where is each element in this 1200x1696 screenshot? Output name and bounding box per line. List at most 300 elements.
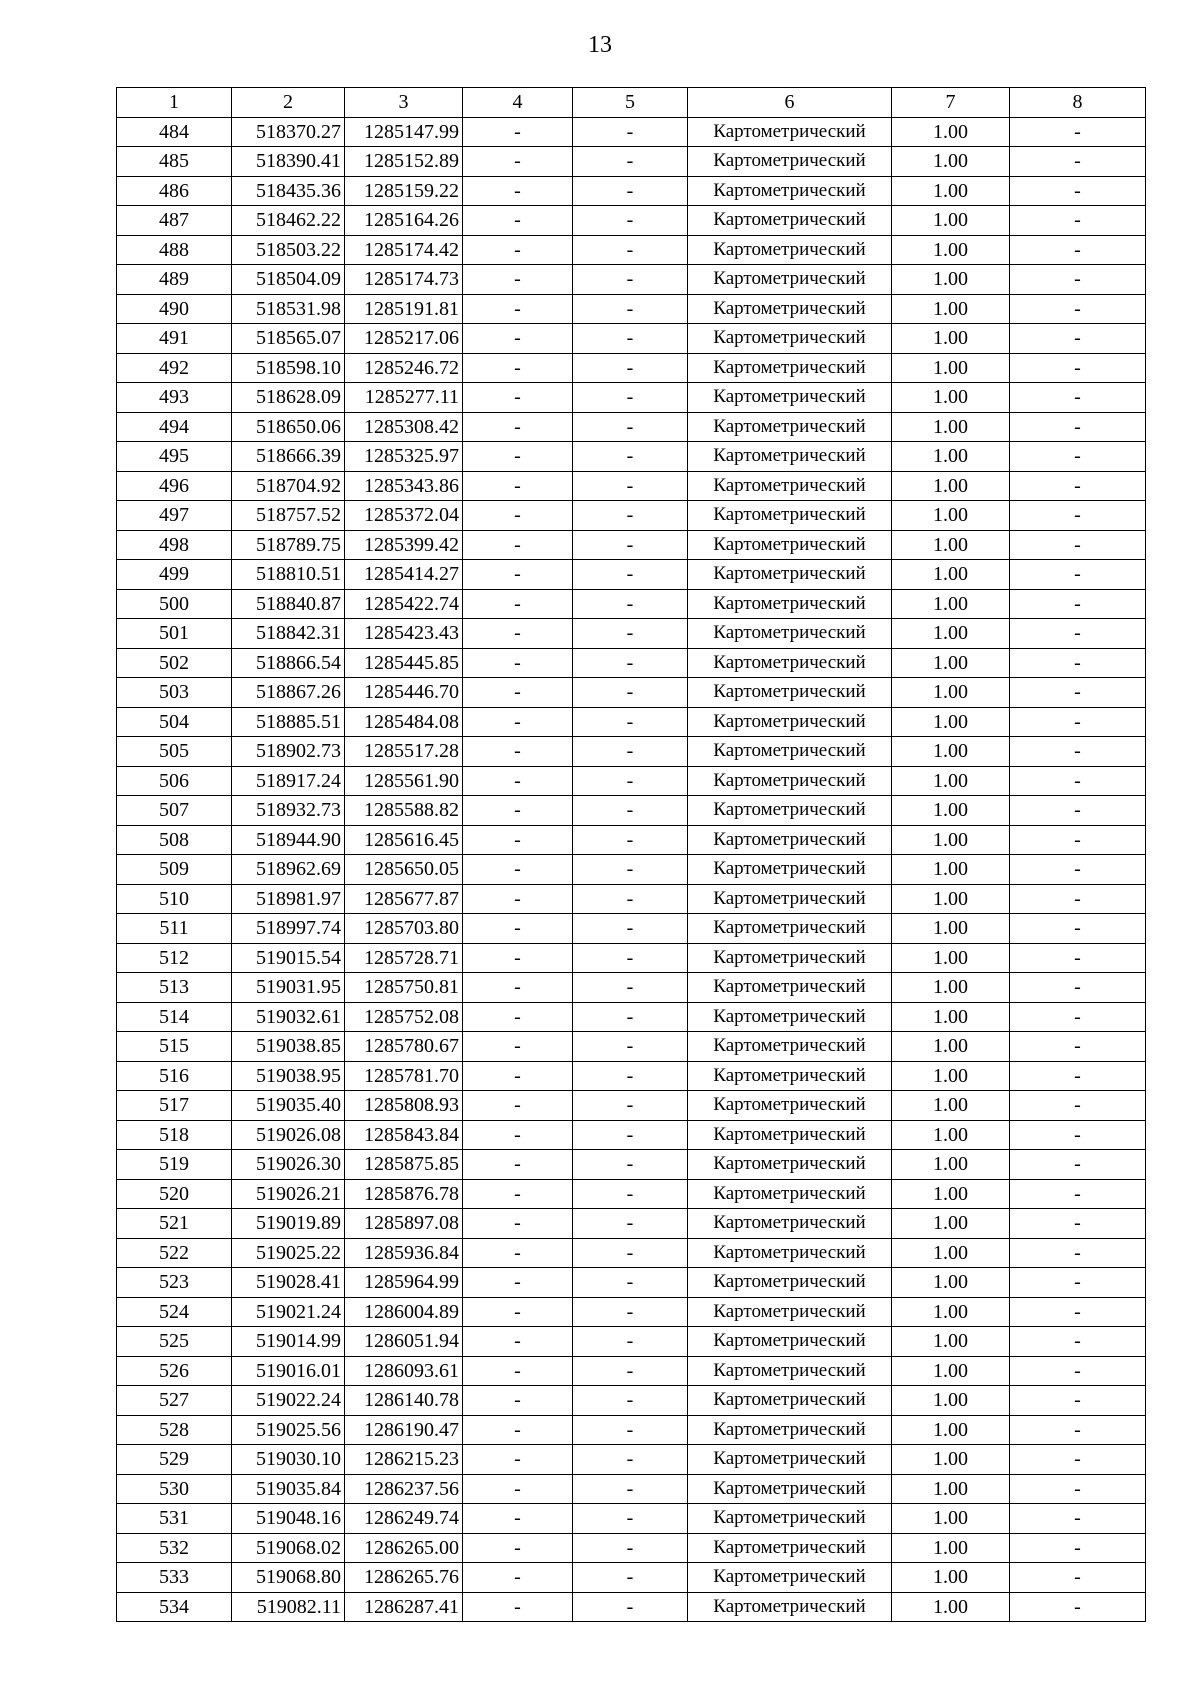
cell-point-number: 500: [117, 589, 232, 619]
cell-y-coordinate: 1285876.78: [345, 1179, 463, 1209]
cell-x-coordinate: 518650.06: [232, 412, 345, 442]
cell-accuracy: 1.00: [892, 294, 1010, 324]
cell-accuracy: 1.00: [892, 501, 1010, 531]
cell-column-8: -: [1010, 1386, 1146, 1416]
cell-point-number: 517: [117, 1091, 232, 1121]
cell-x-coordinate: 518902.73: [232, 737, 345, 767]
cell-column-4: -: [463, 206, 573, 236]
cell-column-5: -: [573, 117, 688, 147]
cell-column-5: -: [573, 1179, 688, 1209]
cell-column-4: -: [463, 1533, 573, 1563]
cell-x-coordinate: 518997.74: [232, 914, 345, 944]
cell-y-coordinate: 1286215.23: [345, 1445, 463, 1475]
cell-column-8: -: [1010, 147, 1146, 177]
cell-y-coordinate: 1285277.11: [345, 383, 463, 413]
cell-accuracy: 1.00: [892, 117, 1010, 147]
cell-y-coordinate: 1285703.80: [345, 914, 463, 944]
table-row: [117, 560, 1146, 590]
table-row: [117, 914, 1146, 944]
cell-method: Картометрический: [688, 796, 892, 826]
cell-column-4: -: [463, 1297, 573, 1327]
cell-accuracy: 1.00: [892, 1032, 1010, 1062]
cell-point-number: 527: [117, 1386, 232, 1416]
cell-accuracy: 1.00: [892, 471, 1010, 501]
cell-column-8: -: [1010, 560, 1146, 590]
cell-accuracy: 1.00: [892, 147, 1010, 177]
cell-column-8: -: [1010, 737, 1146, 767]
table-row: [117, 265, 1146, 295]
cell-x-coordinate: 518704.92: [232, 471, 345, 501]
cell-column-8: -: [1010, 1120, 1146, 1150]
table-row: [117, 176, 1146, 206]
cell-y-coordinate: 1285372.04: [345, 501, 463, 531]
table-row: [117, 1504, 1146, 1534]
cell-column-4: -: [463, 530, 573, 560]
cell-column-8: -: [1010, 117, 1146, 147]
cell-column-5: -: [573, 1563, 688, 1593]
cell-y-coordinate: 1285728.71: [345, 943, 463, 973]
cell-method: Картометрический: [688, 1415, 892, 1445]
cell-point-number: 495: [117, 442, 232, 472]
cell-x-coordinate: 519019.89: [232, 1209, 345, 1239]
cell-x-coordinate: 518962.69: [232, 855, 345, 885]
cell-column-4: -: [463, 1091, 573, 1121]
cell-y-coordinate: 1285399.42: [345, 530, 463, 560]
cell-accuracy: 1.00: [892, 619, 1010, 649]
cell-column-5: -: [573, 1445, 688, 1475]
cell-method: Картометрический: [688, 147, 892, 177]
cell-column-4: -: [463, 737, 573, 767]
cell-column-4: -: [463, 147, 573, 177]
table-row: [117, 442, 1146, 472]
table-row: [117, 1179, 1146, 1209]
cell-column-4: -: [463, 176, 573, 206]
table-row: [117, 235, 1146, 265]
cell-accuracy: 1.00: [892, 589, 1010, 619]
cell-column-8: -: [1010, 1356, 1146, 1386]
coordinates-table: [116, 87, 1146, 1622]
table-row: [117, 501, 1146, 531]
cell-x-coordinate: 518932.73: [232, 796, 345, 826]
cell-column-5: -: [573, 206, 688, 236]
cell-point-number: 507: [117, 796, 232, 826]
cell-accuracy: 1.00: [892, 235, 1010, 265]
cell-x-coordinate: 519014.99: [232, 1327, 345, 1357]
cell-accuracy: 1.00: [892, 884, 1010, 914]
cell-point-number: 503: [117, 678, 232, 708]
cell-column-4: -: [463, 294, 573, 324]
cell-method: Картометрический: [688, 412, 892, 442]
cell-column-5: -: [573, 825, 688, 855]
cell-column-4: -: [463, 796, 573, 826]
cell-column-5: -: [573, 235, 688, 265]
cell-y-coordinate: 1285147.99: [345, 117, 463, 147]
cell-column-5: -: [573, 147, 688, 177]
page-number: 13: [588, 32, 612, 58]
cell-column-4: -: [463, 589, 573, 619]
cell-column-4: -: [463, 1238, 573, 1268]
cell-point-number: 491: [117, 324, 232, 354]
cell-column-8: -: [1010, 501, 1146, 531]
cell-column-8: -: [1010, 1327, 1146, 1357]
cell-point-number: 485: [117, 147, 232, 177]
cell-accuracy: 1.00: [892, 1002, 1010, 1032]
cell-y-coordinate: 1285843.84: [345, 1120, 463, 1150]
cell-column-8: -: [1010, 412, 1146, 442]
cell-column-4: -: [463, 855, 573, 885]
cell-column-8: -: [1010, 1563, 1146, 1593]
cell-column-5: -: [573, 530, 688, 560]
cell-column-4: -: [463, 1061, 573, 1091]
cell-x-coordinate: 518628.09: [232, 383, 345, 413]
table-body: [117, 117, 1146, 1622]
cell-x-coordinate: 519068.02: [232, 1533, 345, 1563]
cell-accuracy: 1.00: [892, 442, 1010, 472]
cell-column-4: -: [463, 619, 573, 649]
cell-method: Картометрический: [688, 265, 892, 295]
cell-method: Картометрический: [688, 1297, 892, 1327]
table-row: [117, 1238, 1146, 1268]
cell-column-5: -: [573, 176, 688, 206]
cell-column-4: -: [463, 1356, 573, 1386]
cell-x-coordinate: 518840.87: [232, 589, 345, 619]
cell-column-8: -: [1010, 206, 1146, 236]
cell-column-4: -: [463, 383, 573, 413]
cell-method: Картометрический: [688, 206, 892, 236]
cell-method: Картометрический: [688, 619, 892, 649]
cell-x-coordinate: 519048.16: [232, 1504, 345, 1534]
table-row: [117, 1268, 1146, 1298]
cell-accuracy: 1.00: [892, 383, 1010, 413]
table-row: [117, 324, 1146, 354]
cell-y-coordinate: 1286093.61: [345, 1356, 463, 1386]
cell-method: Картометрический: [688, 442, 892, 472]
cell-point-number: 512: [117, 943, 232, 973]
cell-y-coordinate: 1285561.90: [345, 766, 463, 796]
table-row: [117, 1563, 1146, 1593]
cell-x-coordinate: 518917.24: [232, 766, 345, 796]
table-row: [117, 1445, 1146, 1475]
cell-method: Картометрический: [688, 648, 892, 678]
cell-accuracy: 1.00: [892, 914, 1010, 944]
cell-column-8: -: [1010, 235, 1146, 265]
cell-column-4: -: [463, 1386, 573, 1416]
cell-method: Картометрический: [688, 471, 892, 501]
table-row: [117, 678, 1146, 708]
cell-accuracy: 1.00: [892, 1563, 1010, 1593]
cell-x-coordinate: 519038.85: [232, 1032, 345, 1062]
cell-method: Картометрический: [688, 1120, 892, 1150]
cell-x-coordinate: 519026.08: [232, 1120, 345, 1150]
cell-column-8: -: [1010, 589, 1146, 619]
cell-point-number: 508: [117, 825, 232, 855]
cell-y-coordinate: 1285445.85: [345, 648, 463, 678]
cell-point-number: 523: [117, 1268, 232, 1298]
cell-point-number: 493: [117, 383, 232, 413]
cell-column-8: -: [1010, 442, 1146, 472]
cell-column-8: -: [1010, 943, 1146, 973]
cell-column-8: -: [1010, 1061, 1146, 1091]
cell-x-coordinate: 518531.98: [232, 294, 345, 324]
cell-method: Картометрический: [688, 1563, 892, 1593]
table-row: [117, 825, 1146, 855]
cell-point-number: 492: [117, 353, 232, 383]
cell-point-number: 498: [117, 530, 232, 560]
cell-method: Картометрический: [688, 1002, 892, 1032]
cell-accuracy: 1.00: [892, 1209, 1010, 1239]
cell-accuracy: 1.00: [892, 176, 1010, 206]
cell-column-5: -: [573, 648, 688, 678]
cell-x-coordinate: 519016.01: [232, 1356, 345, 1386]
cell-column-4: -: [463, 884, 573, 914]
cell-column-5: -: [573, 1091, 688, 1121]
cell-method: Картометрический: [688, 825, 892, 855]
cell-x-coordinate: 518435.36: [232, 176, 345, 206]
cell-column-4: -: [463, 943, 573, 973]
cell-column-5: -: [573, 1238, 688, 1268]
cell-y-coordinate: 1285588.82: [345, 796, 463, 826]
cell-y-coordinate: 1285964.99: [345, 1268, 463, 1298]
cell-point-number: 519: [117, 1150, 232, 1180]
cell-accuracy: 1.00: [892, 206, 1010, 236]
cell-point-number: 515: [117, 1032, 232, 1062]
cell-accuracy: 1.00: [892, 1091, 1010, 1121]
cell-y-coordinate: 1286190.47: [345, 1415, 463, 1445]
cell-column-4: -: [463, 1445, 573, 1475]
table-row: [117, 1386, 1146, 1416]
cell-method: Картометрический: [688, 1356, 892, 1386]
cell-column-4: -: [463, 1120, 573, 1150]
cell-accuracy: 1.00: [892, 1504, 1010, 1534]
cell-column-8: -: [1010, 1415, 1146, 1445]
cell-column-8: -: [1010, 1297, 1146, 1327]
cell-method: Картометрический: [688, 766, 892, 796]
cell-column-4: -: [463, 324, 573, 354]
cell-accuracy: 1.00: [892, 1150, 1010, 1180]
cell-accuracy: 1.00: [892, 1415, 1010, 1445]
table-row: [117, 737, 1146, 767]
cell-column-5: -: [573, 678, 688, 708]
cell-method: Картометрический: [688, 1327, 892, 1357]
table-row: [117, 1297, 1146, 1327]
cell-point-number: 494: [117, 412, 232, 442]
table-row: [117, 1209, 1146, 1239]
cell-column-4: -: [463, 825, 573, 855]
cell-y-coordinate: 1285446.70: [345, 678, 463, 708]
cell-point-number: 531: [117, 1504, 232, 1534]
cell-column-5: -: [573, 884, 688, 914]
cell-method: Картометрический: [688, 1032, 892, 1062]
cell-column-4: -: [463, 1474, 573, 1504]
cell-method: Картометрический: [688, 1504, 892, 1534]
cell-column-8: -: [1010, 1474, 1146, 1504]
cell-column-4: -: [463, 914, 573, 944]
table-row: [117, 619, 1146, 649]
table-row: [117, 294, 1146, 324]
table-row: [117, 1091, 1146, 1121]
cell-column-5: -: [573, 471, 688, 501]
cell-y-coordinate: 1285781.70: [345, 1061, 463, 1091]
cell-point-number: 486: [117, 176, 232, 206]
cell-column-4: -: [463, 412, 573, 442]
cell-point-number: 514: [117, 1002, 232, 1032]
cell-column-8: -: [1010, 1238, 1146, 1268]
table-row: [117, 707, 1146, 737]
cell-accuracy: 1.00: [892, 973, 1010, 1003]
cell-accuracy: 1.00: [892, 737, 1010, 767]
cell-column-4: -: [463, 265, 573, 295]
cell-accuracy: 1.00: [892, 943, 1010, 973]
cell-point-number: 484: [117, 117, 232, 147]
cell-method: Картометрический: [688, 353, 892, 383]
cell-column-5: -: [573, 1120, 688, 1150]
column-header-4: 4: [463, 88, 573, 118]
table-row: [117, 973, 1146, 1003]
cell-column-5: -: [573, 619, 688, 649]
cell-accuracy: 1.00: [892, 1445, 1010, 1475]
cell-column-8: -: [1010, 1002, 1146, 1032]
table-row: [117, 383, 1146, 413]
table-row: [117, 1327, 1146, 1357]
cell-x-coordinate: 518867.26: [232, 678, 345, 708]
cell-method: Картометрический: [688, 324, 892, 354]
cell-method: Картометрический: [688, 1061, 892, 1091]
cell-column-5: -: [573, 1327, 688, 1357]
cell-x-coordinate: 518842.31: [232, 619, 345, 649]
cell-column-8: -: [1010, 265, 1146, 295]
cell-accuracy: 1.00: [892, 1297, 1010, 1327]
cell-column-5: -: [573, 1504, 688, 1534]
cell-point-number: 490: [117, 294, 232, 324]
cell-x-coordinate: 519032.61: [232, 1002, 345, 1032]
cell-point-number: 501: [117, 619, 232, 649]
table-row: [117, 589, 1146, 619]
cell-y-coordinate: 1286287.41: [345, 1592, 463, 1622]
cell-column-4: -: [463, 471, 573, 501]
cell-column-5: -: [573, 1150, 688, 1180]
cell-point-number: 530: [117, 1474, 232, 1504]
cell-method: Картометрический: [688, 1474, 892, 1504]
table-row: [117, 353, 1146, 383]
cell-accuracy: 1.00: [892, 1386, 1010, 1416]
cell-point-number: 499: [117, 560, 232, 590]
cell-point-number: 488: [117, 235, 232, 265]
cell-accuracy: 1.00: [892, 825, 1010, 855]
cell-point-number: 521: [117, 1209, 232, 1239]
cell-column-4: -: [463, 678, 573, 708]
cell-column-8: -: [1010, 1179, 1146, 1209]
cell-method: Картометрический: [688, 678, 892, 708]
cell-method: Картометрический: [688, 707, 892, 737]
cell-x-coordinate: 518944.90: [232, 825, 345, 855]
cell-column-5: -: [573, 1592, 688, 1622]
cell-x-coordinate: 519068.80: [232, 1563, 345, 1593]
cell-accuracy: 1.00: [892, 855, 1010, 885]
cell-y-coordinate: 1285780.67: [345, 1032, 463, 1062]
cell-x-coordinate: 519021.24: [232, 1297, 345, 1327]
cell-column-5: -: [573, 1474, 688, 1504]
cell-column-5: -: [573, 1061, 688, 1091]
cell-x-coordinate: 518666.39: [232, 442, 345, 472]
cell-point-number: 506: [117, 766, 232, 796]
cell-x-coordinate: 518503.22: [232, 235, 345, 265]
cell-column-4: -: [463, 1002, 573, 1032]
cell-y-coordinate: 1285174.73: [345, 265, 463, 295]
column-header-1: 1: [117, 88, 232, 118]
cell-column-8: -: [1010, 825, 1146, 855]
cell-x-coordinate: 518981.97: [232, 884, 345, 914]
cell-method: Картометрический: [688, 235, 892, 265]
cell-method: Картометрический: [688, 1592, 892, 1622]
column-header-8: 8: [1010, 88, 1146, 118]
cell-point-number: 529: [117, 1445, 232, 1475]
cell-column-5: -: [573, 1032, 688, 1062]
cell-accuracy: 1.00: [892, 1592, 1010, 1622]
cell-column-5: -: [573, 914, 688, 944]
cell-column-5: -: [573, 1533, 688, 1563]
cell-point-number: 532: [117, 1533, 232, 1563]
cell-x-coordinate: 519026.21: [232, 1179, 345, 1209]
column-header-5: 5: [573, 88, 688, 118]
cell-column-5: -: [573, 1209, 688, 1239]
cell-column-5: -: [573, 501, 688, 531]
cell-y-coordinate: 1285343.86: [345, 471, 463, 501]
table-row: [117, 206, 1146, 236]
table-row: [117, 117, 1146, 147]
cell-column-8: -: [1010, 1268, 1146, 1298]
cell-column-5: -: [573, 855, 688, 885]
cell-y-coordinate: 1285808.93: [345, 1091, 463, 1121]
cell-column-8: -: [1010, 678, 1146, 708]
cell-column-8: -: [1010, 973, 1146, 1003]
cell-y-coordinate: 1285750.81: [345, 973, 463, 1003]
cell-method: Картометрический: [688, 294, 892, 324]
cell-column-8: -: [1010, 1592, 1146, 1622]
cell-y-coordinate: 1285677.87: [345, 884, 463, 914]
cell-y-coordinate: 1285875.85: [345, 1150, 463, 1180]
table-header-row: [117, 88, 1146, 118]
cell-column-4: -: [463, 648, 573, 678]
cell-column-4: -: [463, 1032, 573, 1062]
cell-method: Картометрический: [688, 117, 892, 147]
cell-column-5: -: [573, 294, 688, 324]
cell-point-number: 509: [117, 855, 232, 885]
cell-point-number: 533: [117, 1563, 232, 1593]
cell-column-8: -: [1010, 1445, 1146, 1475]
cell-y-coordinate: 1286051.94: [345, 1327, 463, 1357]
cell-method: Картометрический: [688, 1533, 892, 1563]
cell-column-5: -: [573, 442, 688, 472]
cell-method: Картометрический: [688, 176, 892, 206]
cell-point-number: 504: [117, 707, 232, 737]
cell-accuracy: 1.00: [892, 707, 1010, 737]
cell-y-coordinate: 1285159.22: [345, 176, 463, 206]
cell-y-coordinate: 1285164.26: [345, 206, 463, 236]
cell-point-number: 511: [117, 914, 232, 944]
cell-y-coordinate: 1286249.74: [345, 1504, 463, 1534]
cell-column-5: -: [573, 1415, 688, 1445]
cell-x-coordinate: 519022.24: [232, 1386, 345, 1416]
cell-accuracy: 1.00: [892, 648, 1010, 678]
cell-column-8: -: [1010, 707, 1146, 737]
table-row: [117, 1002, 1146, 1032]
cell-x-coordinate: 519031.95: [232, 973, 345, 1003]
cell-accuracy: 1.00: [892, 265, 1010, 295]
cell-column-8: -: [1010, 619, 1146, 649]
cell-column-8: -: [1010, 353, 1146, 383]
cell-y-coordinate: 1285325.97: [345, 442, 463, 472]
cell-column-8: -: [1010, 914, 1146, 944]
